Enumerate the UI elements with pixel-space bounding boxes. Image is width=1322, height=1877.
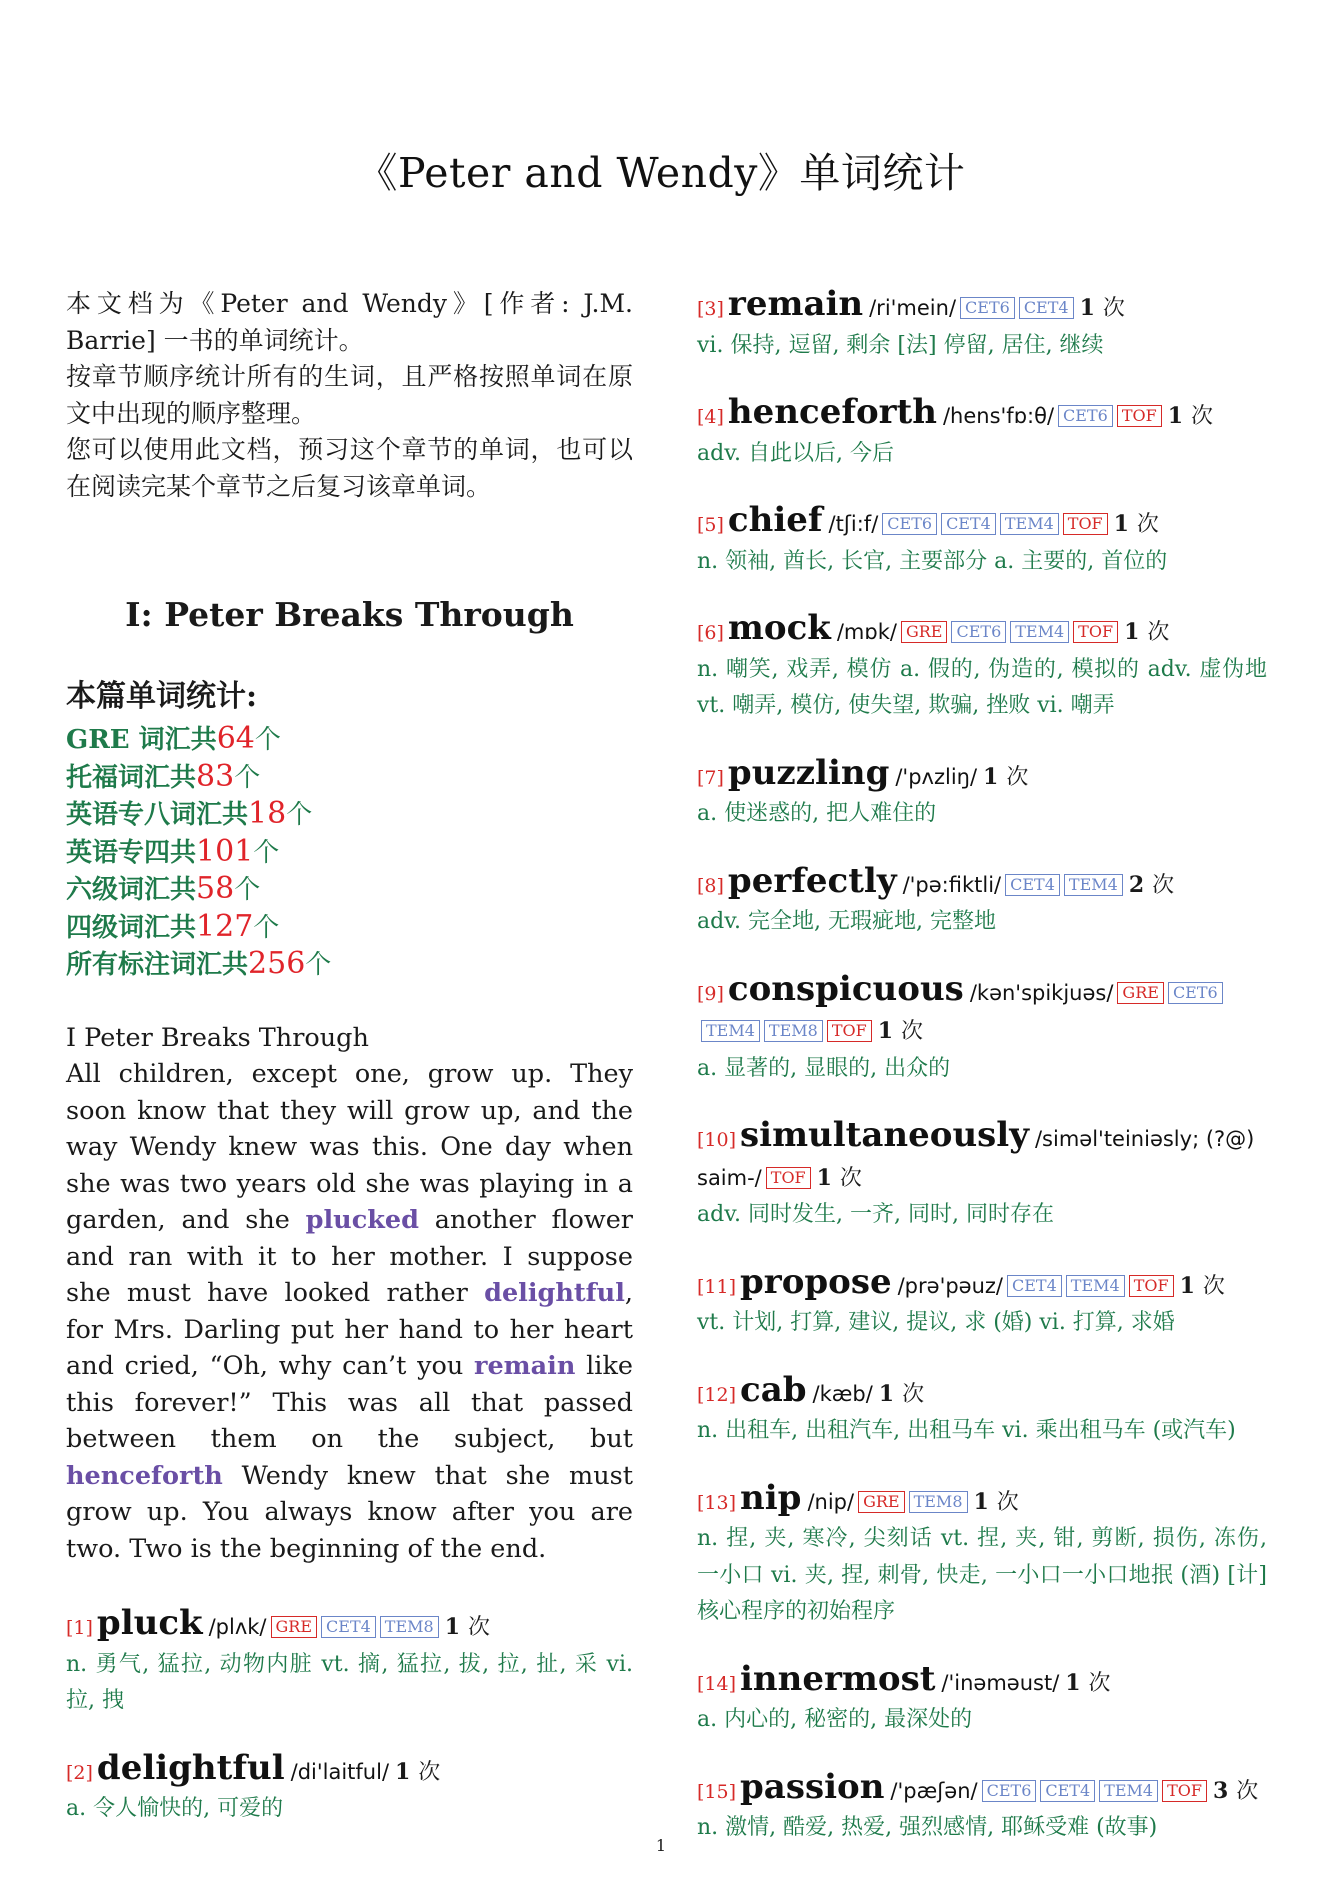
entry-word: cab <box>740 1369 807 1410</box>
entry-word: chief <box>727 500 823 540</box>
entry-times-unit: 次 <box>1088 1670 1111 1696</box>
entry-times-unit: 次 <box>467 1615 490 1640</box>
vocab-tag-tem4: TEM4 <box>1010 621 1069 643</box>
vocab-tag-cet6: CET6 <box>1058 405 1113 427</box>
entry-phonetic: /prə'pəuz/ <box>897 1273 1003 1298</box>
stat-unit: 个 <box>305 950 332 980</box>
entry-index: [11] <box>697 1275 737 1298</box>
entry-head <box>697 1117 1267 1197</box>
highlighted-word: remain <box>474 1351 576 1381</box>
word-entry <box>697 610 1267 725</box>
stat-unit: 个 <box>234 875 261 905</box>
entry-meaning: n. 捏, 夹, 寒冷, 尖刻话 vt. 捏, 夹, 钳, 剪断, 损伤, 冻伤, 一小口 vi. 夹, 捏, 刺骨, 快走, 一小口一小口地抿 (酒) [计] 核心程序的初始程序 <box>697 1526 1267 1624</box>
stat-label: 英语专四共 <box>66 837 197 868</box>
vocab-tag-tem8: TEM8 <box>380 1616 439 1638</box>
entry-meaning: adv. 自此以后, 今后 <box>697 440 894 466</box>
entry-index: [8] <box>697 874 724 897</box>
entry-times-unit: 次 <box>996 1489 1019 1515</box>
word-entry <box>697 1117 1267 1234</box>
body-segment: like this forever!” This was all that passed between them on the subject, but <box>66 1351 633 1454</box>
vocab-tag-tof: TOF <box>1073 621 1118 643</box>
entry-index: [12] <box>697 1383 737 1406</box>
entry-head <box>697 968 1267 1051</box>
stat-unit: 个 <box>253 912 280 943</box>
body-segment: , for Mrs. Darling put her hand to her heart and cried, “Oh, why can’t you <box>66 1278 633 1381</box>
entry-word: pluck <box>96 1603 203 1643</box>
stat-unit: 个 <box>253 837 280 868</box>
entry-phonetic: /nip/ <box>807 1489 855 1514</box>
left-column <box>66 286 633 1858</box>
entry-word: delightful <box>96 1747 285 1788</box>
word-entry <box>697 968 1267 1088</box>
vocab-tag-tem4: TEM4 <box>701 1020 760 1042</box>
entry-head <box>697 502 1267 544</box>
entry-index: [2] <box>66 1761 93 1784</box>
entry-word: mock <box>727 608 831 648</box>
highlighted-word: plucked <box>305 1205 419 1235</box>
entry-meaning: n. 激情, 酷爱, 热爱, 强烈感情, 耶稣受难 (故事) <box>697 1815 1158 1840</box>
stat-row <box>66 946 633 984</box>
entry-meaning: n. 嘲笑, 戏弄, 模仿 a. 假的, 伪造的, 模拟的 adv. 虚伪地 vt. 嘲弄, 模仿, 使失望, 欺骗, 挫败 vi. 嘲弄 <box>697 656 1267 718</box>
entry-meaning: adv. 完全地, 无瑕疵地, 完整地 <box>697 909 996 934</box>
entry-head <box>66 1605 633 1647</box>
entry-phonetic: /ri'mein/ <box>869 296 957 320</box>
vocab-tag-cet6: CET6 <box>982 1780 1037 1802</box>
stats-list <box>66 721 633 984</box>
vocab-tag-cet4: CET4 <box>1007 1275 1062 1297</box>
body-segment: All children, except one, grow up. They soon know that they will grow up, and the way Wendy knew was this. One day when she was two years old she was playing in a garden, and she <box>66 1059 633 1235</box>
word-entry <box>697 1766 1267 1847</box>
vocab-tag-tof: TOF <box>766 1167 811 1189</box>
entry-times-unit: 次 <box>902 1381 925 1407</box>
entry-head <box>697 1261 1267 1306</box>
word-entry <box>66 1605 633 1720</box>
stat-label: 托福词汇共 <box>66 762 197 793</box>
entry-index: [15] <box>697 1780 737 1803</box>
entry-phonetic: /siməl'teiniəsly; (?@) saim-/ <box>697 1127 1255 1190</box>
entry-times: 1 <box>395 1758 411 1785</box>
entry-index: [6] <box>697 622 724 644</box>
stat-count: 64 <box>216 721 255 756</box>
entry-phonetic: /'pʌzliŋ/ <box>895 764 978 789</box>
vocab-tag-gre: GRE <box>1117 982 1164 1004</box>
vocab-tag-tem8: TEM8 <box>764 1020 823 1042</box>
entry-phonetic: /mɒk/ <box>836 620 897 644</box>
vocab-tag-gre: GRE <box>901 621 948 643</box>
body-segment: I Peter Breaks Through <box>66 1022 369 1053</box>
entry-times-unit: 次 <box>1147 620 1170 645</box>
vocab-tag-cet4: CET4 <box>1005 874 1060 896</box>
body-segment: Wendy knew that she must grow up. You always know after you are two. Two is the beginning of the end. <box>66 1460 633 1564</box>
entry-meaning: a. 使迷惑的, 把人难住的 <box>697 801 937 826</box>
vocab-tag-tof: TOF <box>1162 1780 1207 1802</box>
highlighted-word: henceforth <box>66 1460 223 1491</box>
vocab-tag-cet4: CET4 <box>321 1616 376 1638</box>
vocab-tag-tem4: TEM4 <box>1099 1780 1158 1802</box>
stat-unit: 个 <box>286 800 313 830</box>
entry-times: 1 <box>878 1380 895 1407</box>
entry-meaning: vi. 保持, 逗留, 剩余 [法] 停留, 居住, 继续 <box>697 332 1104 358</box>
stat-row <box>66 834 633 872</box>
entry-times: 1 <box>983 763 999 790</box>
entry-times: 1 <box>444 1614 461 1640</box>
entry-phonetic: /'pæʃən/ <box>890 1778 978 1803</box>
entry-phonetic: /'inəməust/ <box>941 1670 1060 1695</box>
word-entries-right <box>697 286 1267 1847</box>
word-entry <box>697 752 1267 833</box>
body-segment: another flower and ran with it to her mother. I suppose she must have looked rather <box>66 1205 633 1308</box>
entry-index: [9] <box>697 982 724 1005</box>
word-entry <box>66 1747 633 1828</box>
entry-times-unit: 次 <box>839 1165 862 1191</box>
entry-times: 1 <box>1065 1669 1081 1696</box>
entry-phonetic: /tʃi:f/ <box>828 512 879 536</box>
entry-phonetic: /kæb/ <box>812 1381 873 1406</box>
entry-phonetic: /'pə:fiktli/ <box>902 872 1002 897</box>
entry-times: 1 <box>1179 1272 1195 1299</box>
stat-unit: 个 <box>254 725 281 755</box>
entry-meaning: a. 内心的, 秘密的, 最深处的 <box>697 1707 973 1732</box>
entry-word: propose <box>740 1261 892 1302</box>
entry-times: 1 <box>1079 295 1095 321</box>
entry-word: remain <box>727 284 864 324</box>
entry-index: [7] <box>697 766 724 789</box>
vocab-tag-cet6: CET6 <box>960 297 1015 319</box>
stat-unit: 个 <box>234 762 261 793</box>
word-entry <box>697 1369 1267 1450</box>
vocab-tag-tof: TOF <box>1117 405 1162 427</box>
vocab-tag-cet6: CET6 <box>951 621 1006 643</box>
entry-head <box>697 1658 1267 1703</box>
entry-times-unit: 次 <box>1190 404 1213 429</box>
entry-word: perfectly <box>727 860 897 901</box>
stat-label: GRE 词汇共 <box>66 725 217 755</box>
word-entry <box>697 286 1267 364</box>
entry-word: simultaneously <box>740 1115 1029 1155</box>
entry-head <box>697 1477 1267 1522</box>
stat-count: 256 <box>248 946 306 981</box>
word-entries-left <box>66 1605 633 1828</box>
stat-count: 101 <box>196 833 254 869</box>
entry-phonetic: /kən'spikjuəs/ <box>969 980 1114 1005</box>
highlighted-word: delightful <box>484 1278 625 1308</box>
entry-times-unit: 次 <box>1136 512 1159 537</box>
entry-head <box>697 1766 1267 1811</box>
stat-label: 六级词汇共 <box>66 875 197 905</box>
entry-times-unit: 次 <box>1152 872 1175 898</box>
chapter-body-text <box>66 1020 633 1568</box>
entry-index: [1] <box>66 1617 93 1639</box>
entry-times-unit: 次 <box>901 1019 924 1044</box>
entry-index: [14] <box>697 1672 737 1695</box>
entry-word: innermost <box>740 1658 936 1699</box>
stat-row <box>66 721 633 759</box>
document-title: 《Peter and Wendy》单词统计 <box>356 149 966 197</box>
entry-meaning: n. 勇气, 猛拉, 动物内脏 vt. 摘, 猛拉, 拔, 拉, 扯, 采 vi. 拉, 拽 <box>66 1651 633 1713</box>
entry-head <box>697 752 1267 797</box>
entry-times-unit: 次 <box>1102 296 1125 321</box>
intro-line-3: 您可以使用此文档，预习这个章节的单词，也可以在阅读完某个章节之后复习该章单词。 <box>66 435 633 501</box>
page-number: 1 <box>655 1836 667 1855</box>
stat-row <box>66 871 633 909</box>
entry-meaning: n. 领袖, 酋长, 长官, 主要部分 a. 主要的, 首位的 <box>697 548 1168 574</box>
entry-times: 1 <box>816 1164 832 1191</box>
entry-phonetic: /hens'fɒ:θ/ <box>942 404 1055 428</box>
entry-meaning: a. 令人愉快的, 可爱的 <box>66 1796 284 1821</box>
entry-meaning: a. 显著的, 显眼的, 出众的 <box>697 1055 951 1081</box>
word-entry <box>697 502 1267 580</box>
entry-times-unit: 次 <box>1236 1778 1259 1804</box>
entry-meaning: vt. 计划, 打算, 建议, 提议, 求 (婚) vi. 打算, 求婚 <box>697 1310 1175 1335</box>
stat-row <box>66 796 633 834</box>
entry-word: nip <box>740 1477 802 1518</box>
entry-head <box>697 610 1267 652</box>
entry-word: puzzling <box>727 752 890 793</box>
vocab-tag-tof: TOF <box>1129 1275 1174 1297</box>
entry-index: [13] <box>697 1491 737 1514</box>
entry-times: 1 <box>973 1488 989 1515</box>
vocab-tag-tem4: TEM4 <box>1064 874 1123 896</box>
stat-count: 58 <box>196 871 235 906</box>
entry-head <box>697 286 1267 328</box>
entry-times: 2 <box>1128 871 1145 898</box>
chapter-title: I: Peter Breaks Through <box>125 595 574 634</box>
entry-times: 1 <box>1113 511 1129 537</box>
vocab-tag-tem4: TEM4 <box>1066 1275 1125 1297</box>
vocab-tag-tem4: TEM4 <box>1000 513 1059 535</box>
entry-word: passion <box>740 1766 885 1807</box>
entry-index: [5] <box>697 514 724 536</box>
right-column <box>697 286 1267 1877</box>
word-entry <box>697 394 1267 472</box>
entry-word: conspicuous <box>727 968 964 1009</box>
word-entry <box>697 1477 1267 1631</box>
entry-times: 1 <box>877 1018 894 1044</box>
vocab-tag-tem8: TEM8 <box>909 1491 968 1513</box>
entry-head <box>697 1369 1267 1414</box>
stat-label: 所有标注词汇共 <box>66 950 249 980</box>
stat-label: 四级词汇共 <box>66 912 197 943</box>
entry-index: [3] <box>697 298 724 320</box>
entry-word: henceforth <box>727 392 937 432</box>
entry-phonetic: /di'laitful/ <box>290 1759 390 1784</box>
entry-times-unit: 次 <box>1006 764 1029 790</box>
word-entry <box>697 860 1267 941</box>
stat-count: 18 <box>248 796 287 831</box>
entry-times: 1 <box>1124 619 1140 645</box>
vocab-tag-cet4: CET4 <box>941 513 996 535</box>
entry-phonetic: /plʌk/ <box>208 1615 267 1639</box>
entry-meaning: adv. 同时发生, 一齐, 同时, 同时存在 <box>697 1202 1054 1227</box>
word-entry <box>697 1658 1267 1739</box>
entry-head <box>697 394 1267 436</box>
vocab-tag-gre: GRE <box>271 1616 318 1638</box>
word-entry <box>697 1261 1267 1342</box>
vocab-tag-tof: TOF <box>827 1020 872 1042</box>
stat-label: 英语专八词汇共 <box>66 800 249 830</box>
entry-times: 3 <box>1212 1777 1229 1804</box>
intro-section <box>66 286 633 505</box>
entry-meaning: n. 出租车, 出租汽车, 出租马车 vi. 乘出租马车 (或汽车) <box>697 1418 1236 1443</box>
entry-head <box>66 1747 633 1792</box>
entry-times-unit: 次 <box>1202 1273 1225 1299</box>
entry-index: [4] <box>697 406 724 428</box>
stat-row <box>66 909 633 947</box>
stat-count: 127 <box>196 908 254 944</box>
vocab-tag-gre: GRE <box>858 1491 905 1513</box>
entry-head <box>697 860 1267 905</box>
intro-line-2: 按章节顺序统计所有的生词，且严格按照单词在原文中出现的顺序整理。 <box>66 362 633 428</box>
stat-row <box>66 759 633 797</box>
vocab-tag-cet6: CET6 <box>882 513 937 535</box>
stat-count: 83 <box>196 758 235 794</box>
vocab-tag-tof: TOF <box>1063 513 1108 535</box>
entry-times-unit: 次 <box>418 1759 441 1785</box>
intro-line-1: 本文档为《Peter and Wendy》[作者: J.M. Barrie] 一书的单词统计。 <box>66 289 633 355</box>
entry-index: [10] <box>697 1129 737 1151</box>
vocab-tag-cet4: CET4 <box>1019 297 1074 319</box>
vocab-tag-cet6: CET6 <box>1168 982 1223 1004</box>
stats-heading: 本篇单词统计: <box>66 679 258 714</box>
entry-times: 1 <box>1167 403 1184 429</box>
vocab-tag-cet4: CET4 <box>1040 1780 1095 1802</box>
